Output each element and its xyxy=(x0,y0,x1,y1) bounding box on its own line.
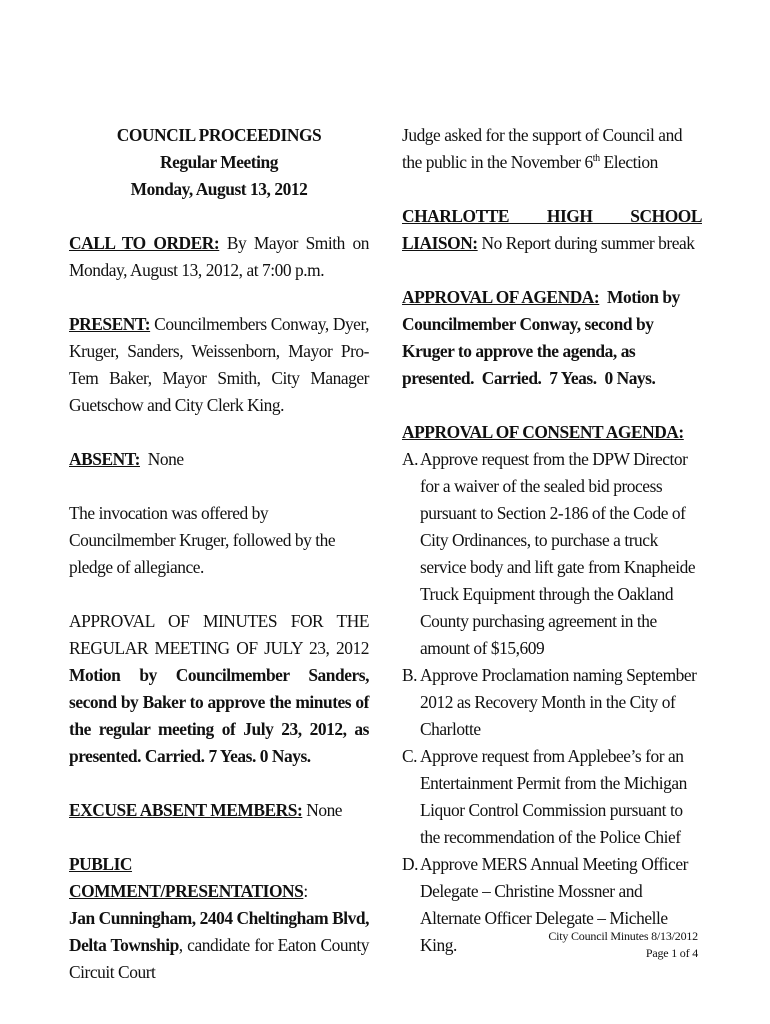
list-marker: B. xyxy=(402,665,418,685)
footer-doc-title: City Council Minutes 8/13/2012 xyxy=(548,929,698,943)
public-comment-continuation xyxy=(402,122,702,176)
list-item-text: Approve request from the DPW Director for a waiver of the sealed bid process pursuant to Section 2-186 of the Code of City Ordinances, to purchase a truck service body and lift gate from Knapheide Truck Equipment through the Oakland County purchasing agreement in the amount of $15,609 xyxy=(420,449,696,658)
invocation-text: The invocation was offered by Councilmember Kruger, followed by the pledge of allegiance. xyxy=(69,503,336,577)
consent-item-a xyxy=(402,446,702,662)
header-meeting-type: Regular Meeting xyxy=(159,152,279,172)
present-text: Councilmembers Conway, Dyer, Kruger, Sanders, Weissenborn, Mayor Pro-Tem Baker, Mayor Smith, City Manager Guetschow and City Clerk King. xyxy=(69,314,369,415)
excuse-absent-section xyxy=(69,797,369,824)
public-comment-section xyxy=(69,851,369,905)
consent-agenda-heading: APPROVAL OF CONSENT AGENDA: xyxy=(402,422,684,442)
page-footer xyxy=(548,928,698,962)
public-comment-colon: : xyxy=(303,881,308,901)
call-to-order-heading: CALL TO ORDER: xyxy=(69,233,220,253)
agenda-section xyxy=(402,284,702,392)
document-header xyxy=(69,122,369,203)
absent-section xyxy=(69,446,369,473)
minutes-heading: APPROVAL OF MINUTES FOR THE REGULAR MEETING OF JULY 23, 2012 xyxy=(69,611,369,658)
footer-page-number: Page 1 of 4 xyxy=(645,946,698,960)
agenda-heading: APPROVAL OF AGENDA: xyxy=(402,287,600,307)
minutes-motion: Motion by Councilmember Sanders, second by Baker to approve the minutes of the regular meeting of July 23, 2012, as presented. Carried. 7 Yeas. 0 Nays. xyxy=(69,665,369,766)
consent-agenda-list xyxy=(402,446,702,959)
liaison-text: No Report during summer break xyxy=(477,233,695,253)
excuse-absent-text: None xyxy=(302,800,343,820)
present-heading: PRESENT: xyxy=(69,314,151,334)
consent-item-b xyxy=(402,662,702,743)
call-to-order-text: By Mayor Smith on Monday, August 13, 2012, at 7:00 p.m. xyxy=(69,233,369,280)
list-item-text: Approve request from Applebee’s for an Entertainment Permit from the Michigan Liquor Control Commission pursuant to the recommendation of the Police Chief xyxy=(420,746,687,847)
public-comment-continuation-end: Election xyxy=(599,152,658,172)
public-comment-heading: PUBLIC COMMENT/PRESENTATIONS xyxy=(69,854,304,901)
header-date: Monday, August 13, 2012 xyxy=(130,179,308,199)
present-section xyxy=(69,311,369,419)
excuse-absent-heading: EXCUSE ABSENT MEMBERS: xyxy=(69,800,303,820)
list-item-text: Approve Proclamation naming September 2012 as Recovery Month in the City of Charlotte xyxy=(420,665,697,739)
absent-text: None xyxy=(139,449,184,469)
liaison-section xyxy=(402,203,702,257)
public-comment-text: , candidate for Eaton County Circuit Court xyxy=(69,935,369,982)
ordinal-suffix: th xyxy=(592,153,600,165)
public-comment-body xyxy=(69,905,369,986)
list-marker: D. xyxy=(402,854,419,874)
liaison-heading: CHARLOTTE HIGH SCHOOL LIAISON: xyxy=(402,206,702,253)
right-column xyxy=(402,122,702,959)
consent-item-c xyxy=(402,743,702,851)
left-column xyxy=(69,122,369,986)
absent-heading: ABSENT: xyxy=(69,449,140,469)
public-comment-speaker: Jan Cunningham, 2404 Cheltingham Blvd, Delta Township xyxy=(69,908,369,955)
list-marker: A. xyxy=(402,449,419,469)
public-comment-continuation-text: Judge asked for the support of Council and the public in the November 6 xyxy=(402,125,683,172)
agenda-text: Motion by Councilmember Conway, second by Kruger to approve the agenda, as presented. Carried. 7 Yeas. 0 Nays. xyxy=(402,287,684,388)
list-marker: C. xyxy=(402,746,418,766)
header-title: COUNCIL PROCEEDINGS xyxy=(116,125,322,145)
list-item-text: Approve MERS Annual Meeting Officer Delegate – Christine Mossner and Alternate Officer Delegate – Michelle King. xyxy=(420,854,688,955)
call-to-order-section xyxy=(69,230,369,284)
